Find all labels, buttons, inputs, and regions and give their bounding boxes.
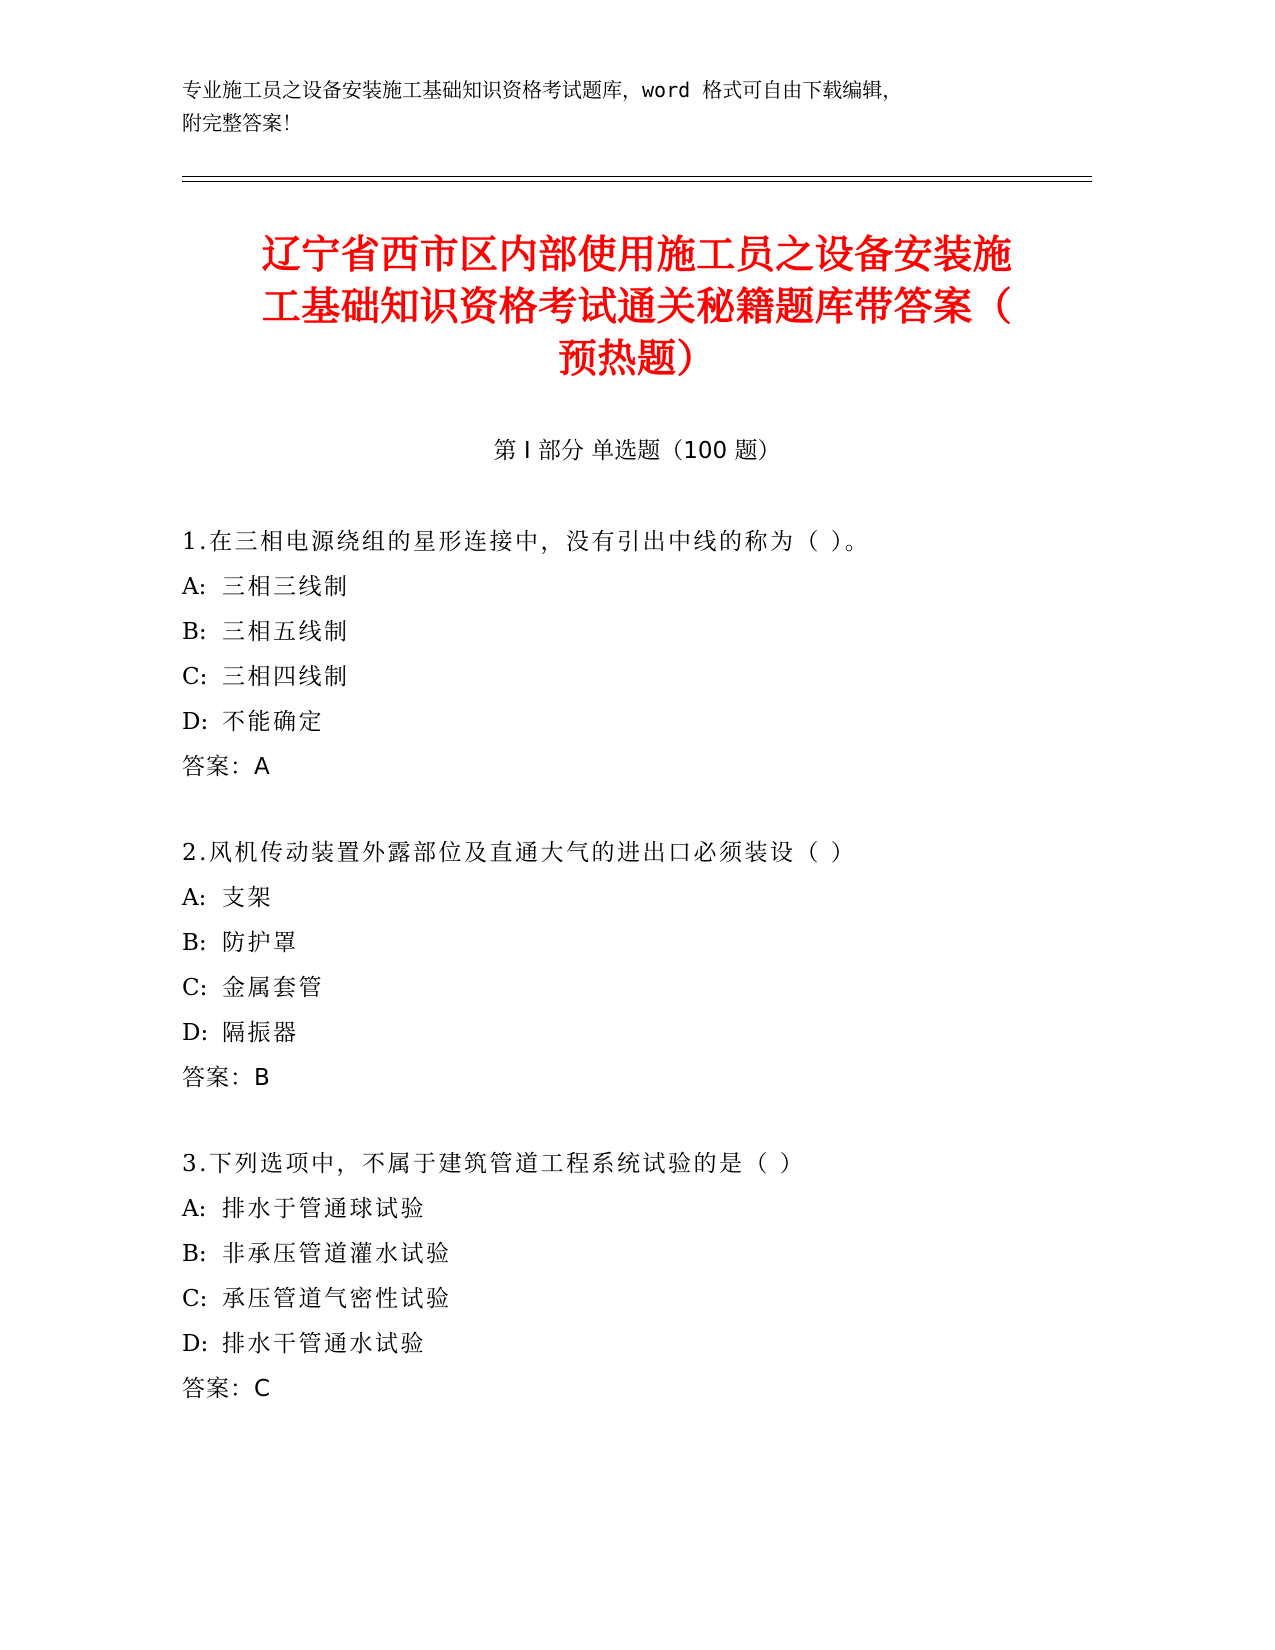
answer-line	[182, 1056, 1092, 1101]
answer-line	[182, 745, 1092, 790]
option-text: 承压管道气密性试验	[222, 1286, 452, 1312]
option-d	[182, 1322, 1092, 1367]
option-b	[182, 610, 1092, 655]
header-note-line: 专业施工员之设备安装施工基础知识资格考试题库，word 格式可自由下载编辑，	[182, 78, 903, 102]
answer-value: C	[254, 1376, 272, 1402]
header-divider	[182, 176, 1092, 182]
option-text: 三相五线制	[222, 619, 350, 645]
question-stem: 3.下列选项中，不属于建筑管道工程系统试验的是（ ）	[182, 1151, 806, 1177]
question-item	[182, 831, 1092, 1101]
title-line: 工基础知识资格考试通关秘籍题库带答案（	[261, 285, 1013, 330]
option-a	[182, 1187, 1092, 1232]
option-text: 排水干管通水试验	[222, 1331, 426, 1357]
option-c	[182, 655, 1092, 700]
question-stem: 2.风机传动装置外露部位及直通大气的进出口必须装设（ ）	[182, 840, 857, 866]
option-a	[182, 565, 1092, 610]
question-item	[182, 1142, 1092, 1412]
option-text: 支架	[222, 885, 273, 911]
option-key: D:	[182, 1020, 209, 1046]
option-key: A:	[182, 1196, 207, 1222]
option-key: D:	[182, 1331, 209, 1357]
option-text: 非承压管道灌水试验	[222, 1241, 452, 1267]
option-text: 三相四线制	[222, 664, 350, 690]
header-note-line: 附完整答案！	[182, 111, 302, 135]
option-a	[182, 876, 1092, 921]
option-text: 不能确定	[222, 709, 324, 735]
answer-value: A	[254, 754, 271, 780]
option-key: D:	[182, 709, 209, 735]
option-key: C:	[182, 664, 208, 690]
document-title	[182, 230, 1092, 386]
title-line: 辽宁省西市区内部使用施工员之设备安装施	[261, 233, 1013, 278]
answer-label: 答案：	[182, 1065, 254, 1091]
option-b	[182, 1232, 1092, 1277]
option-c	[182, 966, 1092, 1011]
option-d	[182, 700, 1092, 745]
option-key: C:	[182, 975, 208, 1001]
option-key: A:	[182, 885, 207, 911]
question-stem: 1.在三相电源绕组的星形连接中，没有引出中线的称为（ ）。	[182, 529, 871, 555]
question-list	[182, 520, 1092, 1412]
option-text: 排水于管通球试验	[222, 1196, 426, 1222]
option-key: C:	[182, 1286, 208, 1312]
answer-label: 答案：	[182, 1376, 254, 1402]
option-key: B:	[182, 1241, 207, 1267]
answer-line	[182, 1367, 1092, 1412]
option-c	[182, 1277, 1092, 1322]
section-heading: 第 I 部分 单选题（100 题）	[493, 438, 781, 464]
option-text: 防护罩	[222, 930, 299, 956]
option-key: A:	[182, 574, 207, 600]
option-b	[182, 921, 1092, 966]
option-key: B:	[182, 930, 207, 956]
option-text: 隔振器	[222, 1020, 299, 1046]
answer-label: 答案：	[182, 754, 254, 780]
option-text: 金属套管	[222, 975, 324, 1001]
answer-value: B	[254, 1065, 271, 1091]
title-line: 预热题）	[557, 337, 716, 382]
option-text: 三相三线制	[222, 574, 350, 600]
option-d	[182, 1011, 1092, 1056]
header-note	[182, 74, 1082, 140]
question-item	[182, 520, 1092, 790]
option-key: B:	[182, 619, 207, 645]
